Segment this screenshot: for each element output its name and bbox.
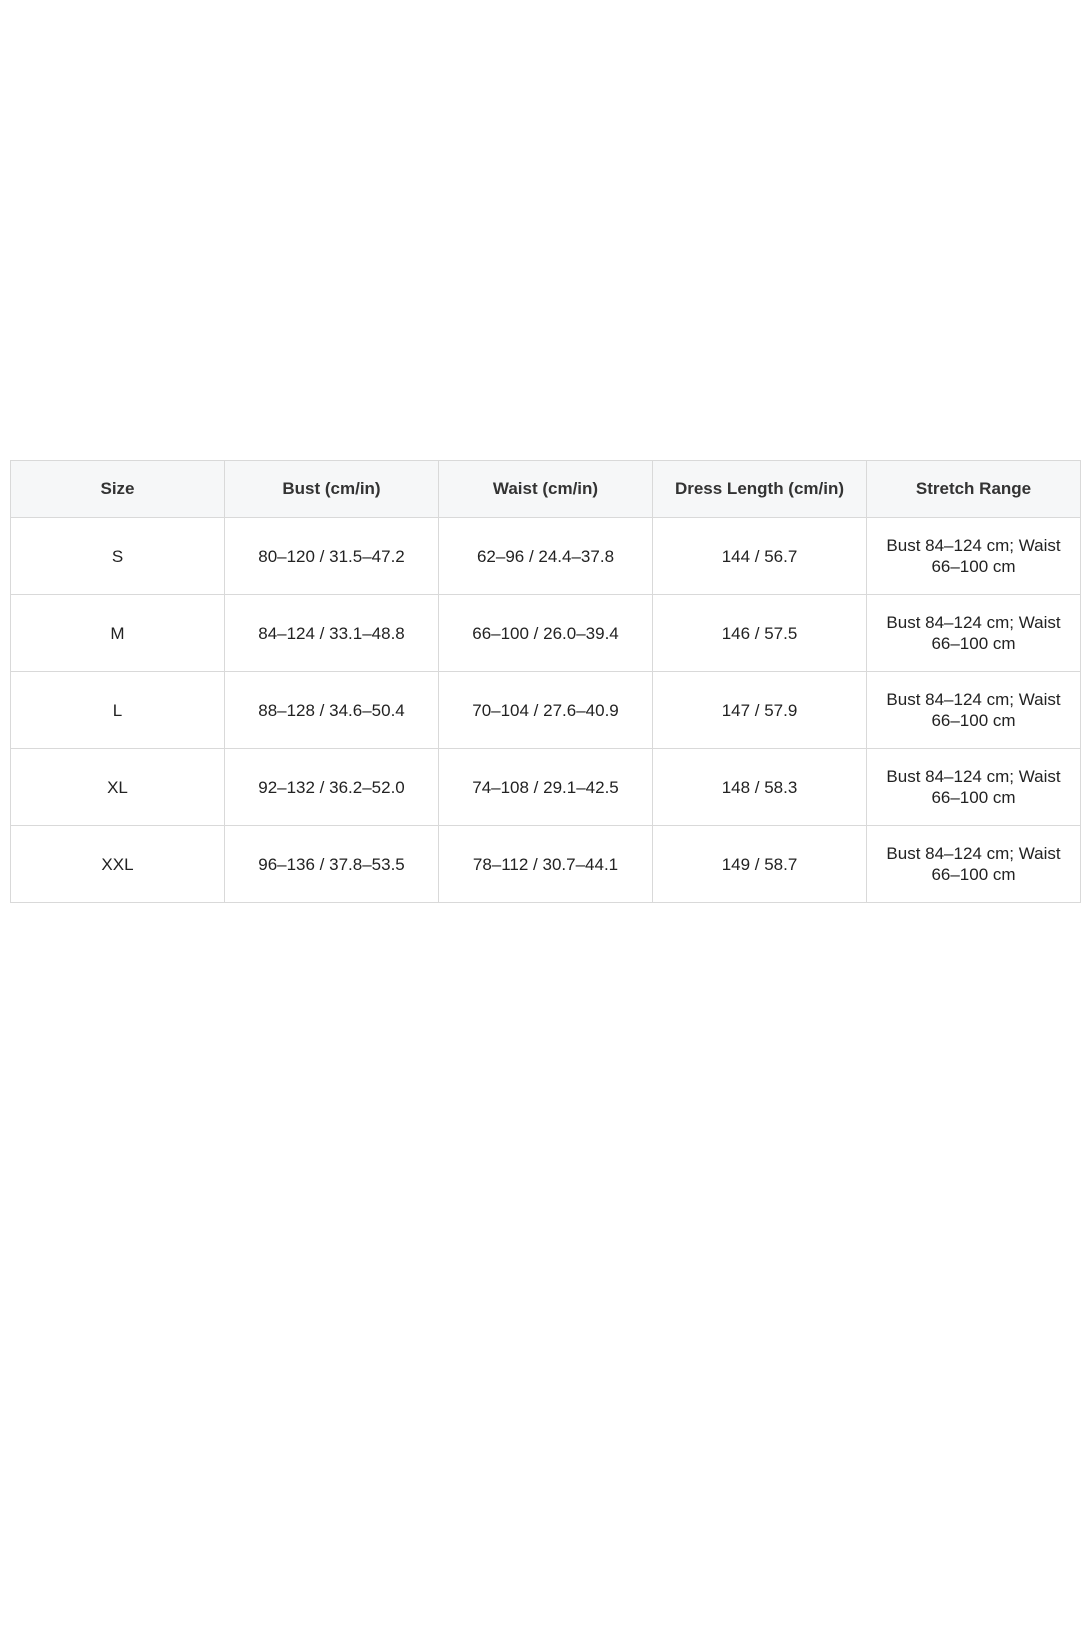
waist-cell: 62–96 / 24.4–37.8 — [439, 518, 653, 595]
header-bust: Bust (cm/in) — [225, 461, 439, 518]
bust-cell: 96–136 / 37.8–53.5 — [225, 826, 439, 903]
waist-cell: 74–108 / 29.1–42.5 — [439, 749, 653, 826]
table-row — [11, 518, 1081, 595]
size-chart-table — [10, 460, 1081, 903]
header-size: Size — [11, 461, 225, 518]
dress-length-cell: 148 / 58.3 — [653, 749, 867, 826]
header-waist: Waist (cm/in) — [439, 461, 653, 518]
header-dress-length: Dress Length (cm/in) — [653, 461, 867, 518]
dress-length-cell: 147 / 57.9 — [653, 672, 867, 749]
size-cell: L — [11, 672, 225, 749]
bust-cell: 88–128 / 34.6–50.4 — [225, 672, 439, 749]
stretch-range-cell: Bust 84–124 cm; Waist 66–100 cm — [867, 749, 1081, 826]
table-row — [11, 672, 1081, 749]
stretch-range-cell: Bust 84–124 cm; Waist 66–100 cm — [867, 518, 1081, 595]
waist-cell: 70–104 / 27.6–40.9 — [439, 672, 653, 749]
table-row — [11, 595, 1081, 672]
bust-cell: 92–132 / 36.2–52.0 — [225, 749, 439, 826]
header-row — [11, 461, 1081, 518]
dress-length-cell: 146 / 57.5 — [653, 595, 867, 672]
bust-cell: 84–124 / 33.1–48.8 — [225, 595, 439, 672]
bust-cell: 80–120 / 31.5–47.2 — [225, 518, 439, 595]
header-stretch-range: Stretch Range — [867, 461, 1081, 518]
size-chart-body — [11, 518, 1081, 903]
size-chart-header — [11, 461, 1081, 518]
table-row — [11, 826, 1081, 903]
stretch-range-cell: Bust 84–124 cm; Waist 66–100 cm — [867, 826, 1081, 903]
size-cell: XXL — [11, 826, 225, 903]
size-cell: XL — [11, 749, 225, 826]
waist-cell: 66–100 / 26.0–39.4 — [439, 595, 653, 672]
size-cell: S — [11, 518, 225, 595]
waist-cell: 78–112 / 30.7–44.1 — [439, 826, 653, 903]
table-row — [11, 749, 1081, 826]
dress-length-cell: 149 / 58.7 — [653, 826, 867, 903]
dress-length-cell: 144 / 56.7 — [653, 518, 867, 595]
stretch-range-cell: Bust 84–124 cm; Waist 66–100 cm — [867, 672, 1081, 749]
stretch-range-cell: Bust 84–124 cm; Waist 66–100 cm — [867, 595, 1081, 672]
size-cell: M — [11, 595, 225, 672]
